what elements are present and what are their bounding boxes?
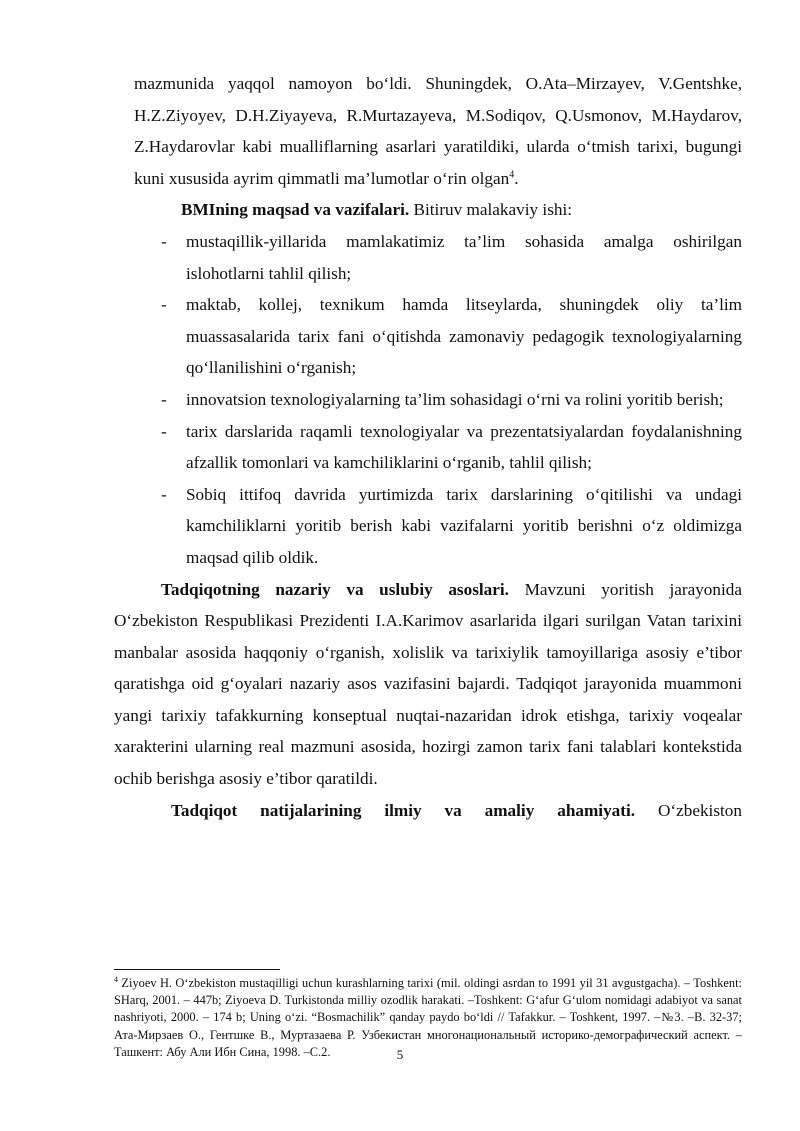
tasks-intro: Bitiruv malakaviy ishi:	[409, 200, 573, 220]
significance-text: O‘zbekiston	[635, 800, 742, 820]
list-item	[134, 289, 742, 384]
list-item-text: Sobiq ittifoq davrida yurtimizda tarix darslarining o‘qitilishi va undagi kamchiliklarni yoritib berish kabi vazifalarni yoritib berishni o‘z oldimizga maqsad qilib oldik.	[186, 484, 742, 567]
paragraph-theory	[114, 574, 742, 795]
footnote-text: Ziyoev H. O‘zbekiston mustaqilligi uchun kurashlarning tarixi (mil. oldingi asrdan to 1991 yil 31 avgustgacha). – Toshkent: SHarq, 2001. – 447b; Ziyoeva D. Turkistonda milliy ozodlik harakati. –Toshkent: G‘afur G‘ulom nomidagi adabiyot va sanat nashriyoti, 2000. – 174 b; Uning o‘zi. “Bosmachilik” qanday paydo bo‘ldi // Tafakkur. – Toshkent, 1997. –№3. –B. 32-37; Ата-Мирзаев О., Гентшке В., Муртазаева Р. Узбекистан многонациональный историко-демографический аспект. –Ташкент: Абу Али Ибн Сина, 1998. –С.2.	[114, 976, 742, 1059]
list-dash: -	[161, 484, 167, 504]
list-item-text: tarix darslarida raqamli texnologiyalar va prezentatsiyalardan foydalanishning afzallik tomonlari va kamchiliklarini o‘rganib, tahlil qilish;	[186, 421, 742, 473]
theory-heading: Tadqiqotning nazariy va uslubiy asoslari.	[161, 579, 509, 599]
tasks-heading: BMIning maqsad va vazifalari.	[181, 200, 410, 220]
list-item-text: maktab, kollej, texnikum hamda litseylarda, shuningdek oliy ta’lim muassasalarida tarix fani o‘qitishda zamonaviy pedagogik texnologiyalarning qo‘llanilishini o‘rganish;	[186, 295, 742, 378]
significance-heading: Tadqiqot natijalarining ilmiy va amaliy ahamiyati.	[171, 800, 636, 820]
list-dash: -	[161, 389, 167, 409]
paragraph-authors-text: mazmunida yaqqol namoyon bo‘ldi. Shuningdek, O.Ata–Mirzayev, V.Gentshke, H.Z.Ziyoyev, D.H.Ziyayeva, R.Murtazayeva, M.Sodiqov, Q.Usmonov, M.Haydarov, Z.Haydarovlar kabi mualliflarning asarlari yaratildiki, ularda o‘tmish tarixi, bugungi kuni xususida ayrim qimmatli ma’lumotlar o‘rin olgan	[134, 74, 742, 188]
list-dash: -	[161, 231, 167, 251]
list-item	[134, 416, 742, 479]
paragraph-tasks-intro	[114, 194, 742, 226]
list-item	[134, 479, 742, 574]
footnote-separator	[114, 969, 280, 970]
paragraph-authors-end: .	[514, 168, 519, 188]
footnote-marker: 4	[114, 974, 118, 984]
list-dash: -	[161, 295, 167, 315]
footnote-reference[interactable]: 4	[509, 169, 515, 181]
list-item	[134, 384, 742, 416]
theory-text: Mavzuni yoritish jarayonida O‘zbekiston Respublikasi Prezidenti I.A.Karimov asarlarida ilgari surilgan Vatan tarixini manbalar asosida haqqoniy o‘rganish, xolislik va tarixiylik tamoyillariga asosiy e’tibor qaratishga oid g‘oyalari nazariy asos vazifasini bajardi. Tadqiqot jarayonida muammoni yangi tarixiy tafakkurning konseptual nuqtai-nazaridan idrok etishga, tarixiy voqealar xarakterini ularning real mazmuni asosida, hozirgi zamon tarix fani talablari kontekstida ochib berishga asosiy e’tibor qaratildi.	[114, 579, 742, 789]
list-item-text: innovatsion texnologiyalarning ta’lim sohasidagi o‘rni va rolini yoritib berish;	[186, 389, 724, 409]
tasks-list	[114, 226, 742, 574]
paragraph-authors	[114, 68, 742, 194]
page-number: 5	[396, 1047, 404, 1062]
paragraph-significance	[114, 795, 742, 827]
list-dash: -	[161, 421, 167, 441]
body-text	[114, 68, 742, 826]
list-item-text: mustaqillik-yillarida mamlakatimiz ta’lim sohasida amalga oshirilgan islohotlarni tahlil qilish;	[186, 231, 742, 283]
list-item	[134, 226, 742, 289]
